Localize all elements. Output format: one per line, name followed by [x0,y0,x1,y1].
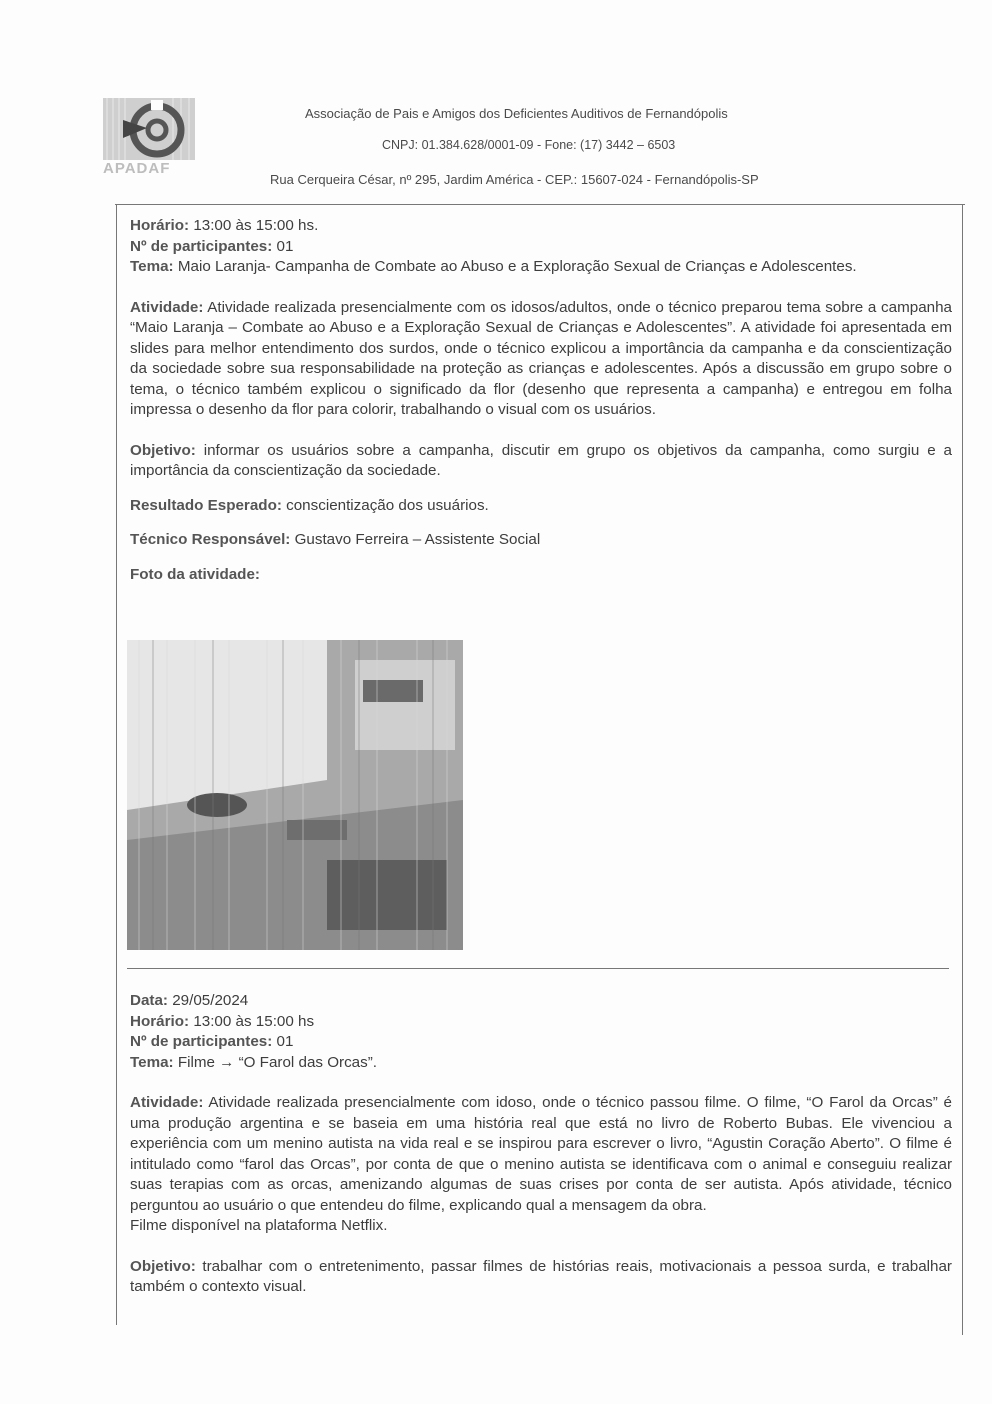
atividade-label-2: Atividade: [130,1094,204,1111]
resultado-value: conscientização dos usuários. [286,496,489,514]
objetivo-value: informar os usuários sobre a campanha, discutir em grupo os objetivos da campanha, como surgiu e a importância da conscientização da sociedade. [130,441,952,479]
activity-1 [130,216,952,585]
logo-text: APADAF [103,160,171,177]
tema-label-2: Tema: [130,1053,174,1071]
participantes-label: Nº de participantes: [130,237,273,255]
frame-left [116,205,117,1325]
objetivo-label-2: Objetivo: [130,1257,196,1275]
frame-right [962,205,963,1335]
data-label: Data: [130,992,168,1009]
atividade-label: Atividade: [130,298,204,316]
foto-line [130,565,952,586]
participantes-value: 01 [276,237,294,255]
participantes-value-2: 01 [276,1033,294,1050]
netflix-note: Filme disponível na plataforma Netflix. [130,1217,388,1234]
tecnico-label: Técnico Responsável: [130,531,291,548]
tecnico-value: Gustavo Ferreira – Assistente Social [294,531,541,548]
activity-2 [130,991,952,1298]
horario-line [130,216,952,237]
participantes-label-2: Nº de participantes: [130,1033,273,1050]
data-line [130,991,952,1012]
participantes-line-2 [130,1032,952,1053]
atividade-paragraph [130,298,952,421]
horario-value: 13:00 às 15:00 hs. [193,217,319,234]
objetivo-paragraph-2 [130,1257,952,1298]
participantes-line [130,237,952,258]
tema-line-2 [130,1053,952,1074]
objetivo-label: Objetivo: [130,441,196,459]
cnpj-phone: CNPJ: 01.384.628/0001-09 - Fone: (17) 3442 – 6503 [382,138,676,152]
resultado-label: Resultado Esperado: [130,496,282,514]
objetivo-paragraph [130,441,952,482]
horario-label: Horário: [130,217,190,234]
activity-photo [127,640,463,950]
tecnico-line [130,530,952,551]
tema-line [130,257,952,278]
objetivo-value-2: trabalhar com o entretenimento, passar filmes de histórias reais, motivacionais a pessoa surda, e trabalhar também o contexto visual. [130,1257,952,1295]
foto-label: Foto da atividade: [130,565,260,583]
tema-value: Maio Laranja- Campanha de Combate ao Abuso e a Exploração Sexual de Crianças e Adolescentes. [177,258,857,275]
atividade-paragraph-2 [130,1093,952,1216]
tema-label: Tema: [130,258,174,275]
tema-value-2: Filme → “O Farol das Orcas”. [177,1053,377,1071]
resultado-line [130,496,952,517]
address: Rua Cerqueira César, nº 295, Jardim América - CEP.: 15607-024 - Fernandópolis-SP [270,172,759,187]
horario-line-2 [130,1012,952,1033]
horario-value-2: 13:00 às 15:00 hs [193,1012,315,1030]
header-rule [115,204,965,205]
data-value: 29/05/2024 [172,992,249,1009]
atividade-value: Atividade realizada presencialmente com os idosos/adultos, onde o técnico preparou tema sobre a campanha “Maio Laranja – Combate ao Abuso e a Exploração Sexual de Crianças e Adolescentes”. A atividade foi apresentada em slides para melhor entendimento dos surdos, onde o técnico explicou a importância da campanha e da conscientização da sociedade sobre sua responsabilidade na proteção as crianças e adolescentes. Após a discussão em grupo sobre o tema, o técnico também explicou o significado da flor (desenho que representa a campanha) e entregou em folha impressa o desenho da flor para colorir, trabalhando o visual com os usuários. [130,298,952,418]
section-rule [127,968,949,969]
org-name: Associação de Pais e Amigos dos Deficientes Auditivos de Fernandópolis [305,106,728,121]
atividade-value-2: Atividade realizada presencialmente com idoso, onde o técnico passou filme. O filme, “O Farol da Orcas” é uma produção argentina e se baseia em uma história real que está no livro de Roberto Bubas. Ele vivenciou a experiência com um menino autista na vida real e se inspirou para escrever o livro, “Agustin Coração Aberto”. O filme é intitulado como “farol das Orcas”, por conta de que o menino autista se identificava com o animal e conseguiu realizar suas terapias com as orcas, amenizando algumas de suas crises por conta de ser autista. Após atividade, técnico perguntou ao usuário o que entendeu do filme, explicando qual a mensagem da obra. [130,1094,952,1214]
horario-label-2: Horário: [130,1012,190,1030]
